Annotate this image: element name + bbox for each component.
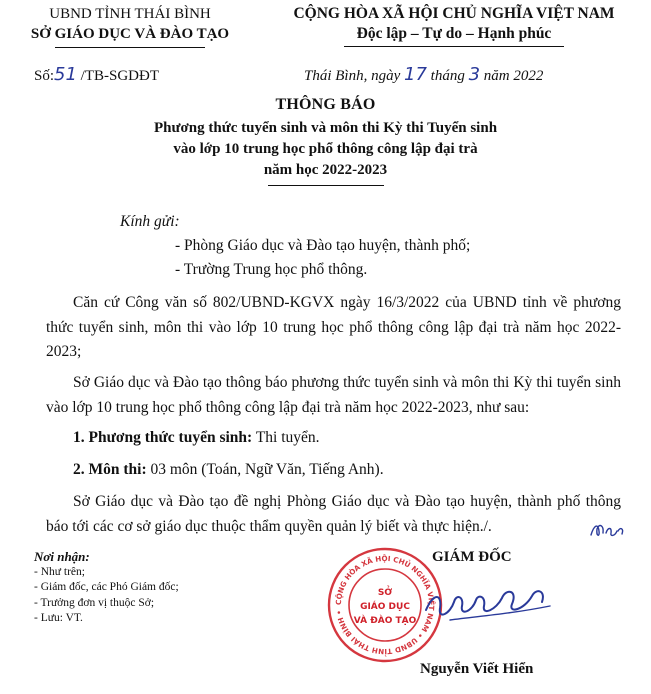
seal-center-line-3: VÀ ĐÀO TẠO [353, 616, 417, 626]
title-underline [268, 185, 384, 186]
handwritten-signature [420, 570, 560, 640]
body-paragraph-2: Sở Giáo dục và Đào tạo thông báo phương thức tuyển sinh và môn thi Kỳ thi tuyển sinh vào lớp 10 trung học phổ thông công lập đại trà năm học 2022-2023, như sau: [46, 374, 621, 416]
date-place: Thái Bình, ngày [304, 68, 404, 84]
date-day-handwritten: 17 [404, 64, 427, 85]
seal-center-line-1: SỞ [377, 588, 393, 598]
agency-name: SỞ GIÁO DỤC VÀ ĐÀO TẠO [30, 26, 230, 42]
recipients-list [34, 549, 179, 627]
item-1-label: 1. Phương thức tuyển sinh: [73, 429, 253, 446]
signer-name: Nguyễn Viết Hiển [420, 661, 534, 677]
body-item-1 [73, 426, 648, 451]
signer-title: GIÁM ĐỐC [432, 549, 512, 565]
handwritten-initial [588, 519, 628, 541]
recipient-item: - Lưu: VT. [34, 612, 83, 624]
addressee-2: - Trường Trung học phổ thông. [175, 261, 368, 278]
agency-underline [55, 47, 205, 48]
agency-parent: UBND TỈNH THÁI BÌNH [49, 6, 211, 22]
recipient-item: - Như trên; [34, 565, 85, 578]
recipient-item: - Giám đốc, các Phó Giám đốc; [34, 581, 179, 593]
place-date [304, 64, 543, 85]
seal-center-line-2: GIÁO DỤC [360, 602, 410, 612]
item-1-value: Thi tuyển. [252, 429, 320, 446]
date-month-handwritten: 3 [468, 64, 481, 85]
motto-underline [344, 46, 564, 47]
body-paragraph-1: Căn cứ Công văn số 802/UBND-KGVX ngày 16/3/2022 của UBND tỉnh về phương thức tuyển sinh, môn thi vào lớp 10 trung học phổ thông công lập đại trà năm học 2022-2023; [46, 294, 621, 360]
national-title-block [260, 4, 648, 47]
recipients-title: Nơi nhận: [34, 549, 90, 564]
date-month-label: tháng [426, 68, 469, 84]
docnum-handwritten: 51 [54, 64, 77, 85]
nation-title: CỘNG HÒA XÃ HỘI CHỦ NGHĨA VIỆT NAM [293, 5, 615, 22]
document-subtitle-line-2: vào lớp 10 trung học phổ thông công lập đại trà [173, 141, 478, 157]
recipient-item: - Trưởng đơn vị thuộc Sở; [34, 596, 155, 609]
docnum-prefix: Số: [34, 68, 55, 84]
item-2-value: 03 môn (Toán, Ngữ Văn, Tiếng Anh). [146, 461, 384, 478]
docnum-suffix: /TB-SGDĐT [76, 68, 160, 84]
body-item-2 [73, 458, 648, 483]
body-paragraph-3: Sở Giáo dục và Đào tạo đề nghị Phòng Giáo dục và Đào tạo huyện, thành phố thông báo tới các cơ sở giáo dục thuộc thẩm quyền quản lý biết và thực hiện./. [46, 493, 621, 535]
seal-ring-text: CỘNG HÒA XÃ HỘI CHỦ NGHĨA VIỆT NAM • UBND TỈNH THÁI BÌNH • [333, 553, 437, 657]
document-number [34, 64, 159, 85]
national-motto: Độc lập – Tự do – Hạnh phúc [356, 25, 552, 42]
date-year: năm 2022 [480, 68, 544, 84]
document-subtitle-line-1: Phương thức tuyển sinh và môn thi Kỳ thi Tuyển sinh [153, 120, 498, 136]
addressee-1: - Phòng Giáo dục và Đào tạo huyện, thành phố; [175, 237, 471, 254]
document-title: THÔNG BÁO [275, 96, 376, 113]
document-subtitle-line-3: năm học 2022-2023 [263, 162, 388, 178]
item-2-label: 2. Môn thi: [73, 461, 147, 478]
issuing-agency-block [10, 4, 250, 48]
greeting: Kính gửi: [120, 213, 180, 230]
